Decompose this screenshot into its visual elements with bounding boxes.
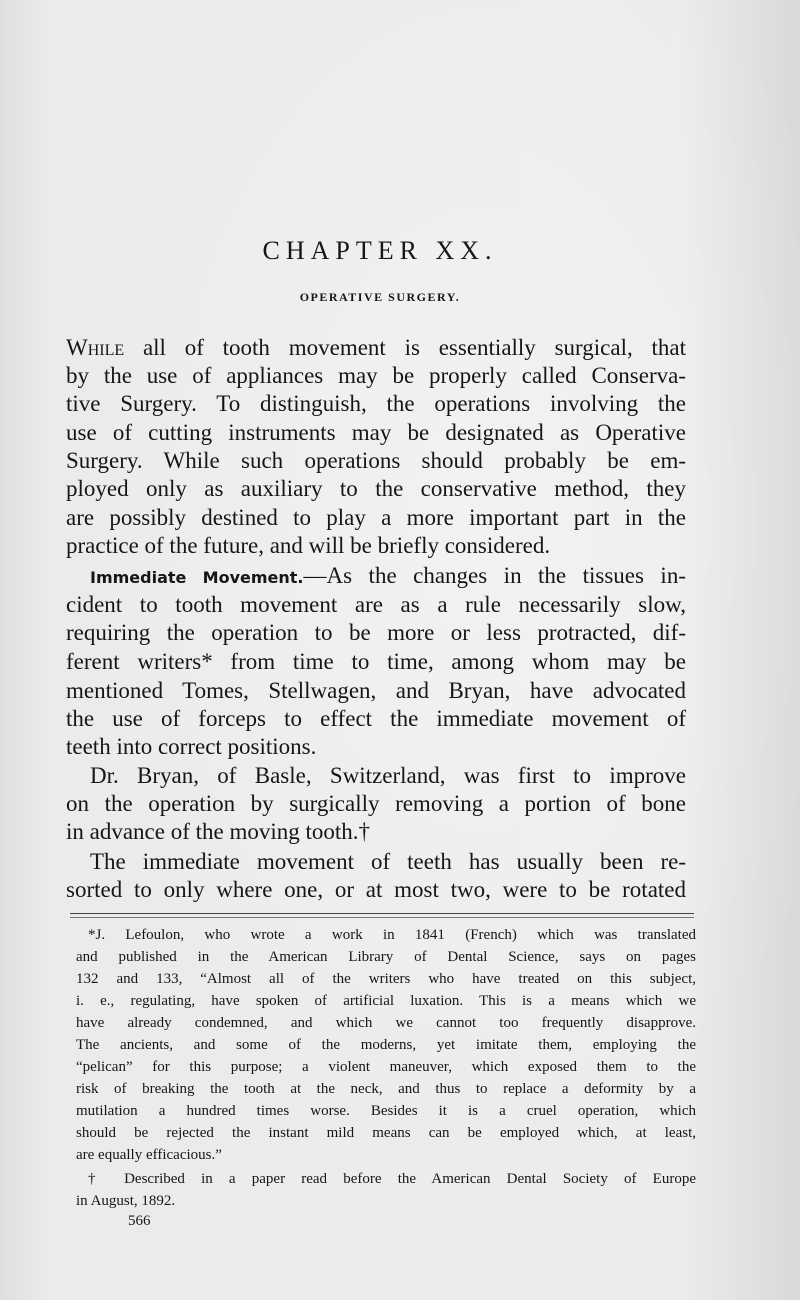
footnote-rule: [70, 917, 694, 918]
footnote-line: risk of breaking the tooth at the neck, and thus to replace a deformity by a: [76, 1081, 696, 1097]
footnote-line: should be rejected the instant mild means can be employed which, at least,: [76, 1125, 696, 1141]
page-number: 566: [128, 1213, 151, 1229]
chapter-title: CHAPTER XX.: [262, 236, 498, 265]
footnote-line: have already condemned, and which we cannot too frequently disapprove.: [76, 1015, 696, 1031]
body-line: Dr. Bryan, of Basle, Switzerland, was first to improve: [90, 763, 686, 788]
body-line: sorted to only where one, or at most two, were to be rotated: [66, 877, 686, 902]
body-line: ployed only as auxiliary to the conservative method, they: [66, 476, 686, 501]
footnote-line: *J. Lefoulon, who wrote a work in 1841 (French) which was translated: [88, 927, 696, 943]
footnote-line: i. e., regulating, have spoken of artificial luxation. This is a means which we: [76, 993, 696, 1009]
footnote-line: and published in the American Library of Dental Science, says on pages: [76, 949, 696, 965]
footnote-line: mutilation a hundred times worse. Besides it is a cruel operation, which: [76, 1103, 696, 1119]
body-line: requiring the operation to be more or less protracted, dif-: [66, 620, 686, 645]
footnote-rule: [70, 913, 694, 914]
footnote-line: “pelican” for this purpose; a violent maneuver, which exposed them to the: [76, 1059, 696, 1075]
footnote-line: in August, 1892.: [76, 1193, 176, 1209]
body-line: The immediate movement of teeth has usually been re-: [90, 849, 686, 874]
body-line: While all of tooth movement is essentially surgical, that: [66, 335, 687, 360]
body-line-runin: Immediate Movement.—As the changes in the tissues in-: [90, 563, 686, 588]
footnote-line: The ancients, and some of the moderns, yet imitate them, employing the: [76, 1037, 696, 1053]
body-line: are possibly destined to play a more important part in the: [66, 505, 686, 530]
body-line: in advance of the moving tooth.†: [66, 819, 371, 844]
body-line: on the operation by surgically removing a portion of bone: [66, 791, 686, 816]
body-line: the use of forceps to effect the immediate movement of: [66, 706, 686, 731]
body-line: cident to tooth movement are as a rule necessarily slow,: [66, 592, 686, 617]
footnote-line: 132 and 133, “Almost all of the writers who have treated on this subject,: [76, 971, 696, 987]
body-line: practice of the future, and will be briefly considered.: [66, 533, 551, 558]
body-line: by the use of appliances may be properly called Conserva-: [66, 363, 686, 388]
body-line: ferent writers* from time to time, among whom may be: [66, 649, 686, 674]
body-line: mentioned Tomes, Stellwagen, and Bryan, have advocated: [66, 678, 686, 703]
section-title: OPERATIVE SURGERY.: [299, 290, 461, 304]
footnote-line: are equally efficacious.”: [76, 1147, 222, 1163]
body-line: tive Surgery. To distinguish, the operations involving the: [66, 391, 686, 416]
body-line: teeth into correct positions.: [66, 734, 317, 759]
body-line: Surgery. While such operations should probably be em-: [66, 448, 686, 473]
footnote-line: † Described in a paper read before the American Dental Society of Europe: [88, 1171, 696, 1187]
body-line: use of cutting instruments may be designated as Operative: [66, 420, 686, 445]
